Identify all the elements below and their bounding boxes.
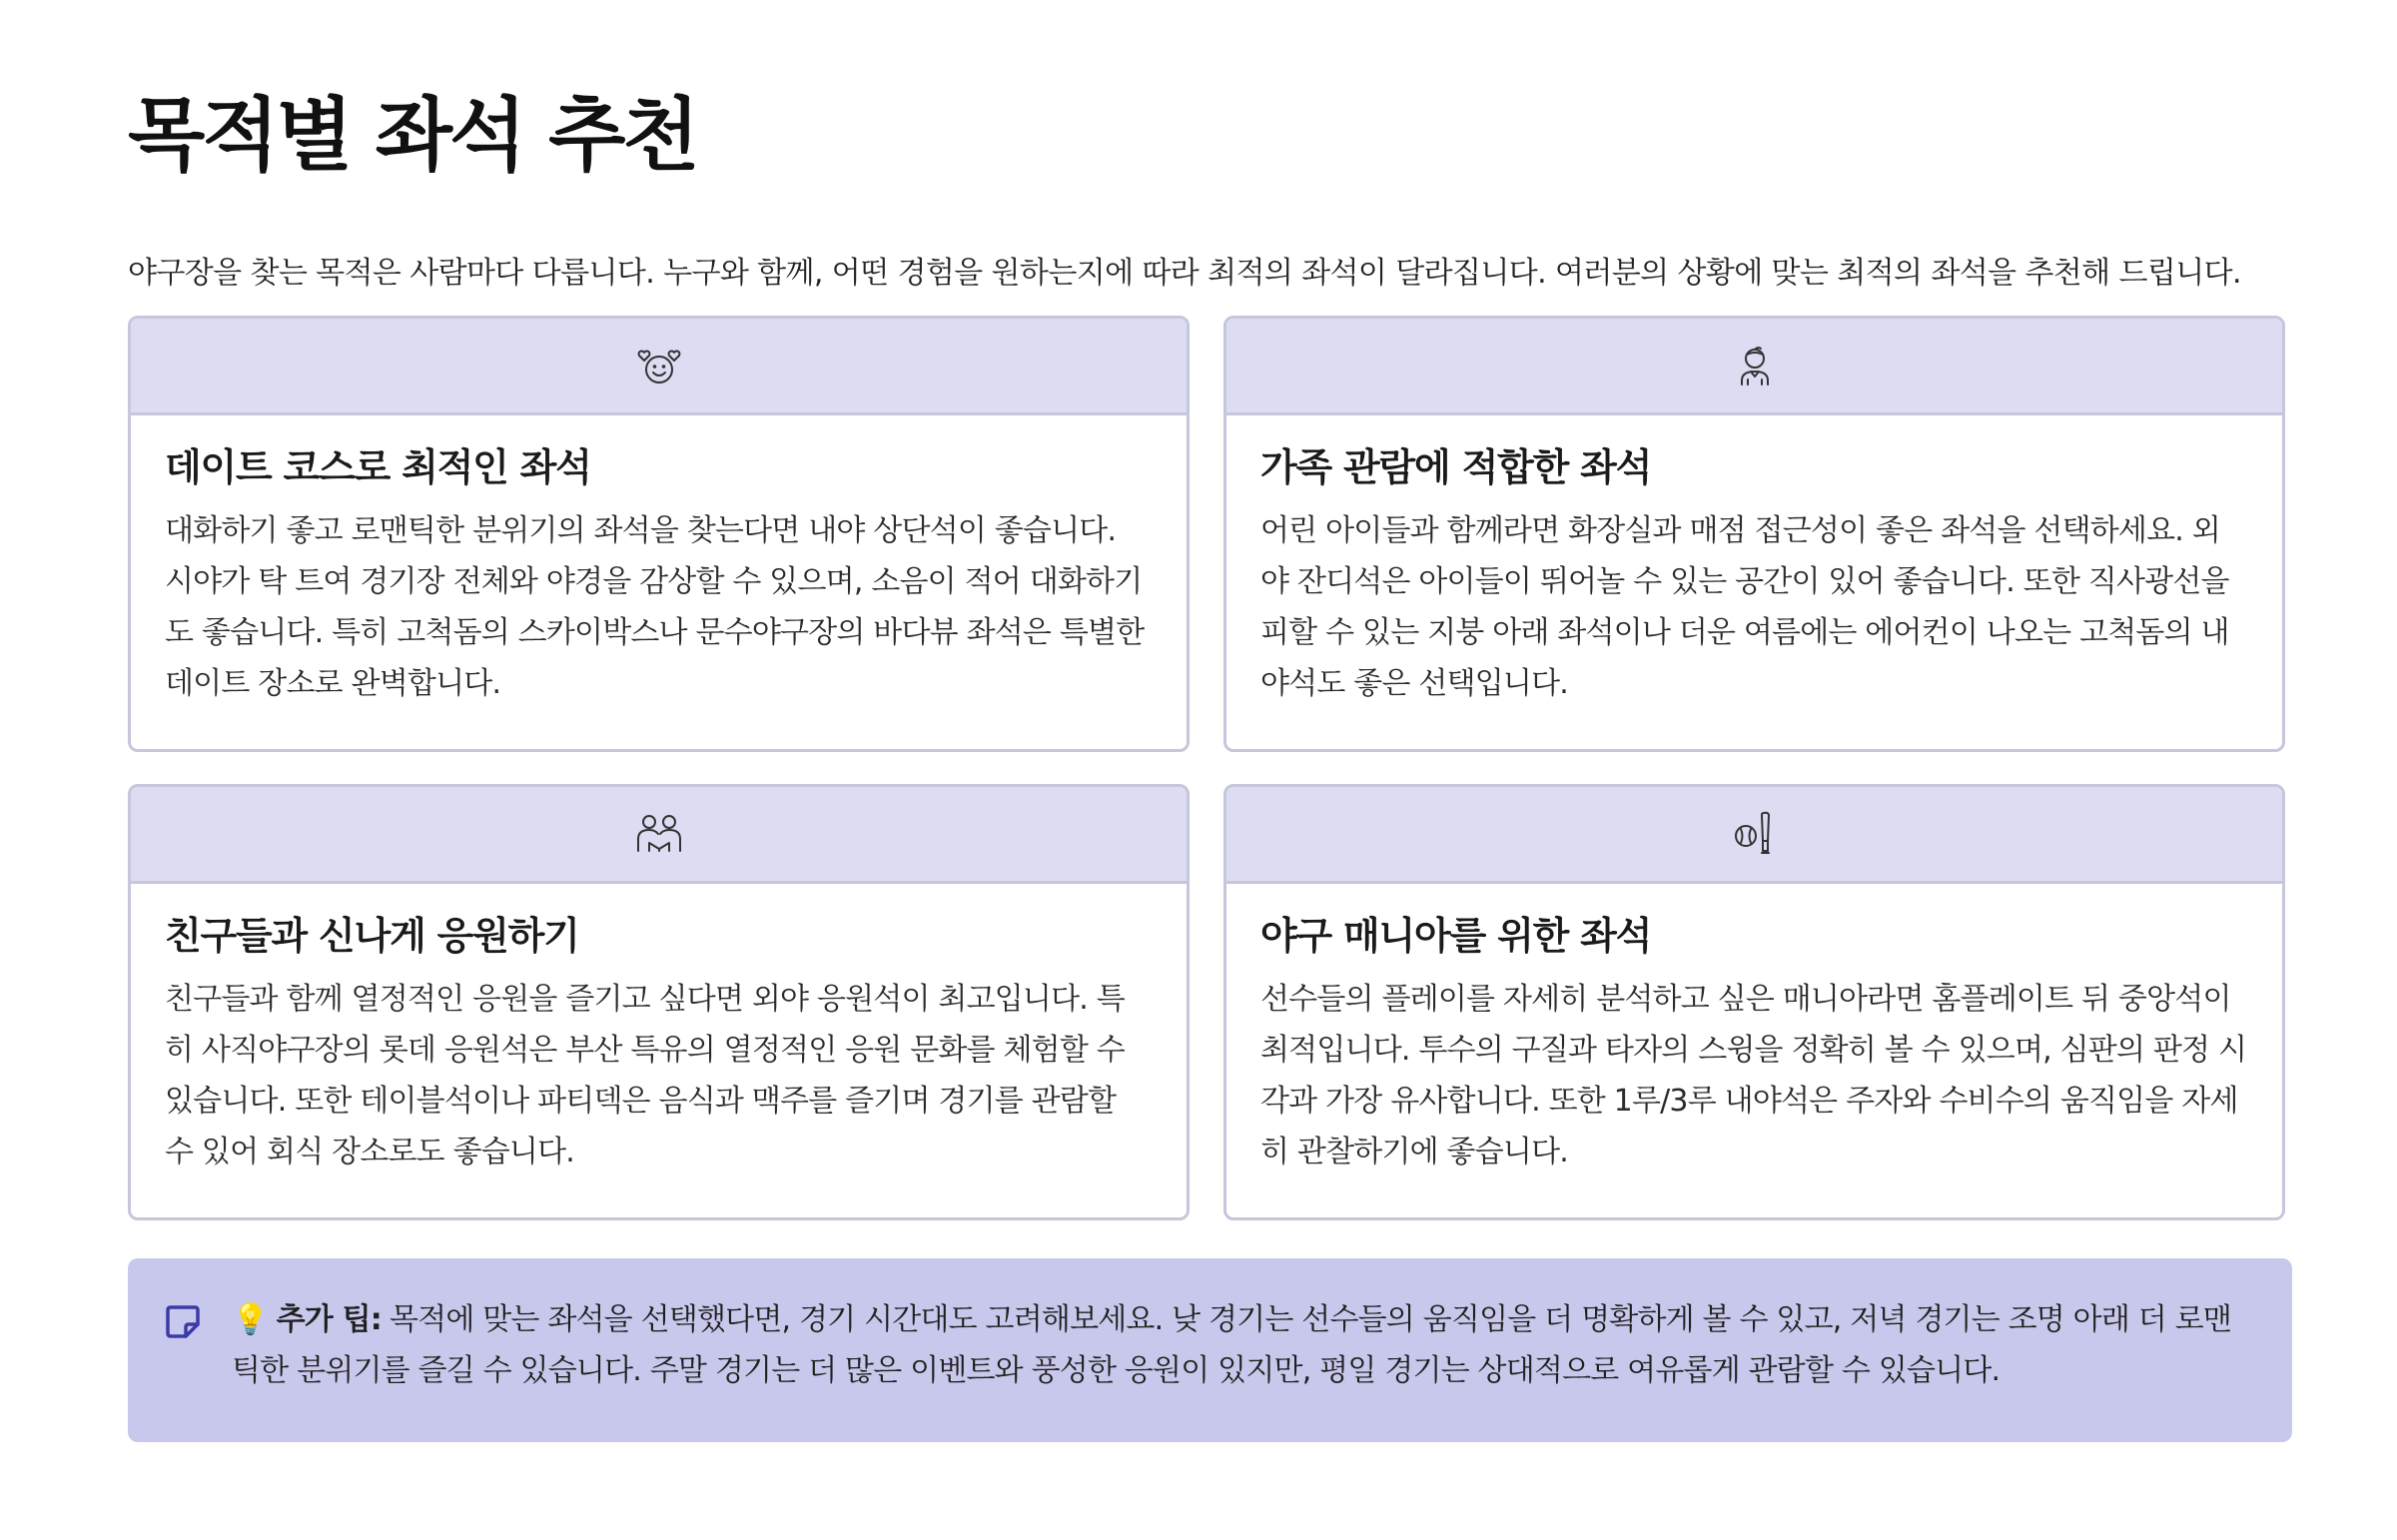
card-title: 야구 매니아를 위한 좌석 xyxy=(1260,914,1652,958)
recommendation-grid xyxy=(128,316,2269,1220)
card-title: 친구들과 신나게 응원하기 xyxy=(165,914,579,958)
card-friends xyxy=(128,784,1190,1220)
friends-icon xyxy=(632,807,686,861)
intro-text: 야구장을 찾는 목적은 사람마다 다릅니다. 누구와 함께, 어떤 경험을 원하는지에 따라 최적의 좌석이 달라집니다. 여러분의 상황에 맞는 최적의 좌석을 추천해 드립니다. xyxy=(128,256,2241,291)
page-title: 목적별 좌석 추천 xyxy=(128,89,697,182)
tip-text: 목적에 맞는 좌석을 선택했다면, 경기 시간대도 고려해보세요. 낮 경기는 선수들의 움직임을 더 명확하게 볼 수 있고, 저녁 경기는 조명 아래 더 로맨틱한 분위기를 즐길 수 있습니다. 주말 경기는 더 많은 이벤트와 풍성한 응원이 있지만, 평일 경기는 상대적으로 여유롭게 관람할 수 있습니다. xyxy=(232,1302,2232,1388)
card-header xyxy=(1226,787,2282,884)
card-text: 대화하기 좋고 로맨틱한 분위기의 좌석을 찾는다면 내야 상단석이 좋습니다. 시야가 탁 트여 경기장 전체와 야경을 감상할 수 있으며, 소음이 적어 대화하기도 좋습니다. 특히 고척돔의 스카이박스나 문수야구장의 바다뷰 좌석은 특별한 데이트 장소로 완벽합니다. xyxy=(165,513,1145,701)
card-text: 어린 아이들과 함께라면 화장실과 매점 접근성이 좋은 좌석을 선택하세요. 외야 잔디석은 아이들이 뛰어놀 수 있는 공간이 있어 좋습니다. 또한 직사광선을 피할 수 있는 지붕 아래 좌석이나 더운 여름에는 에어컨이 나오는 고척돔의 내야석도 좋은 선택입니다. xyxy=(1260,513,2229,701)
card-header xyxy=(131,319,1187,415)
tip-box xyxy=(128,1258,2292,1442)
lightbulb-icon: 💡 xyxy=(232,1302,269,1337)
smiley-hearts-icon xyxy=(632,339,686,392)
card-body xyxy=(131,415,1187,709)
card-date xyxy=(128,316,1190,752)
card-body xyxy=(1226,415,2282,709)
tip-text-block xyxy=(232,1294,2248,1396)
card-text: 친구들과 함께 열정적인 응원을 즐기고 싶다면 외야 응원석이 최고입니다. 특히 사직야구장의 롯데 응원석은 부산 특유의 열정적인 응원 문화를 체험할 수 있습니다. 또한 테이블석이나 파티덱은 음식과 맥주를 즐기며 경기를 관람할 수 있어 회식 장소로도 좋습니다. xyxy=(165,982,1125,1169)
card-title: 가족 관람에 적합한 좌석 xyxy=(1260,445,1652,489)
card-header xyxy=(131,787,1187,884)
card-title: 데이트 코스로 최적인 좌석 xyxy=(165,445,591,489)
card-body xyxy=(1226,884,2282,1177)
card-mania xyxy=(1223,784,2285,1220)
card-family xyxy=(1223,316,2285,752)
card-header xyxy=(1226,319,2282,415)
card-body xyxy=(131,884,1187,1177)
baseball-bat-icon xyxy=(1728,807,1782,861)
child-icon xyxy=(1728,339,1782,392)
sticky-note-icon xyxy=(164,1302,202,1340)
tip-label: 추가 팁: xyxy=(276,1302,382,1337)
card-text: 선수들의 플레이를 자세히 분석하고 싶은 매니아라면 홈플레이트 뒤 중앙석이 최적입니다. 투수의 구질과 타자의 스윙을 정확히 볼 수 있으며, 심판의 판정 시각과 가장 유사합니다. 또한 1루/3루 내야석은 주자와 수비수의 움직임을 자세히 관찰하기에 좋습니다. xyxy=(1260,982,2247,1169)
